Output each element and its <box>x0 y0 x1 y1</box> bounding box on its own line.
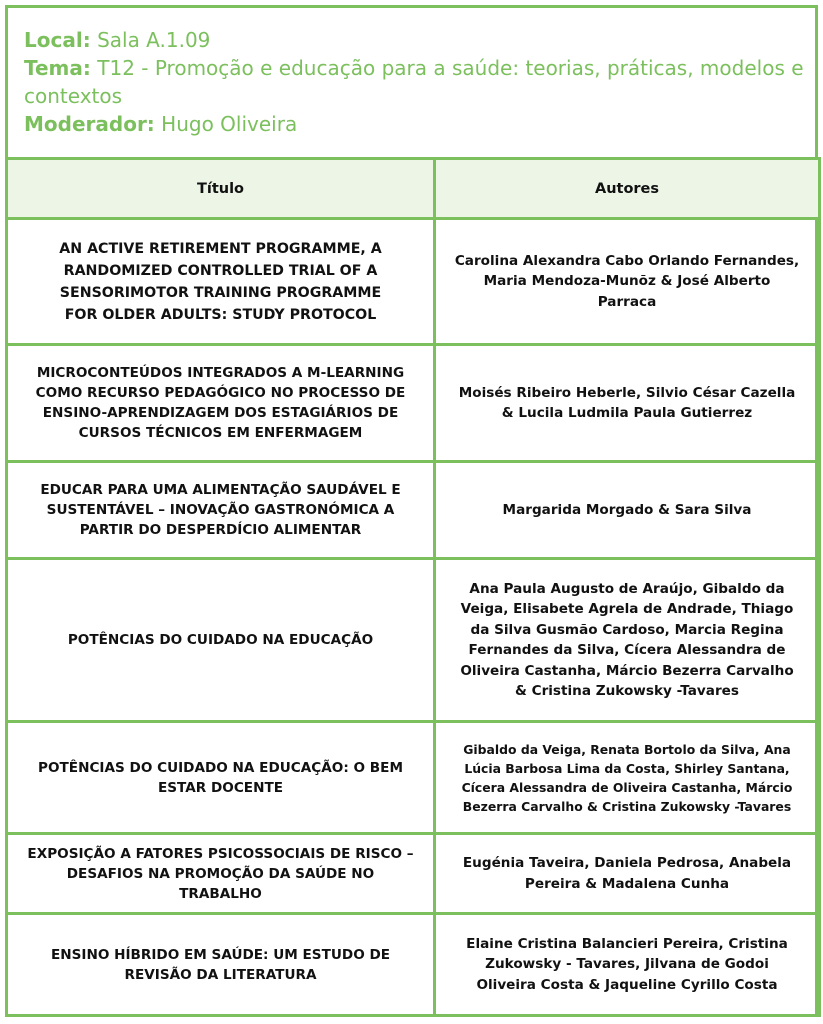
tema-value: T12 - Promoção e educação para a saúde: teorias, práticas, modelos e contextos <box>24 56 804 108</box>
paper-title: EXPOSIÇÃO A FATORES PSICOSSOCIAIS DE RISCO – DESAFIOS NA PROMOÇÃO DA SAÚDE NO TRABALHO <box>7 834 435 914</box>
paper-authors: Gibaldo da Veiga, Renata Bortolo da Silva, Ana Lúcia Barbosa Lima da Costa, Shirley Santana, Cícera Alessandra de Oliveira Castanha, Márcio Bezerra Carvalho & Cristina Zukowsky -Tavares <box>435 722 820 834</box>
tema-line <box>24 54 815 110</box>
column-header-titulo: Título <box>7 159 435 219</box>
paper-title: EDUCAR PARA UMA ALIMENTAÇÃO SAUDÁVEL E SUSTENTÁVEL – INOVAÇÃO GASTRONÓMICA A PARTIR DO DESPERDÍCIO ALIMENTAR <box>7 462 435 559</box>
local-line <box>24 26 815 54</box>
paper-authors: Margarida Morgado & Sara Silva <box>435 462 820 559</box>
moderador-line <box>24 110 815 138</box>
paper-authors: Eugénia Taveira, Daniela Pedrosa, Anabela Pereira & Madalena Cunha <box>435 834 820 914</box>
paper-title: POTÊNCIAS DO CUIDADO NA EDUCAÇÃO <box>7 559 435 722</box>
paper-title: AN ACTIVE RETIREMENT PROGRAMME, A RANDOMIZED CONTROLLED TRIAL OF A SENSORIMOTOR TRAINING PROGRAMME FOR OLDER ADULTS: STUDY PROTOCOL <box>7 219 435 345</box>
paper-title: ENSINO HÍBRIDO EM SAÚDE: UM ESTUDO DE REVISÃO DA LITERATURA <box>7 914 435 1016</box>
table-row <box>7 914 820 1016</box>
table-row <box>7 462 820 559</box>
local-label: Local: <box>24 28 91 52</box>
paper-authors: Moisés Ribeiro Heberle, Silvio César Cazella & Lucila Ludmila Paula Gutierrez <box>435 345 820 462</box>
session-header <box>8 8 815 158</box>
table-row <box>7 219 820 345</box>
table-row <box>7 345 820 462</box>
table-row <box>7 559 820 722</box>
table-row <box>7 722 820 834</box>
moderador-label: Moderador: <box>24 112 155 136</box>
papers-table <box>5 157 821 1017</box>
column-header-autores: Autores <box>435 159 820 219</box>
paper-authors: Carolina Alexandra Cabo Orlando Fernandes, Maria Mendoza-Munõz & José Alberto Parraca <box>435 219 820 345</box>
paper-title: MICROCONTEÚDOS INTEGRADOS A M-LEARNING COMO RECURSO PEDAGÓGICO NO PROCESSO DE ENSINO-APRENDIZAGEM DOS ESTAGIÁRIOS DE CURSOS TÉCNICOS EM ENFERMAGEM <box>7 345 435 462</box>
tema-label: Tema: <box>24 56 91 80</box>
paper-authors: Elaine Cristina Balancieri Pereira, Cristina Zukowsky - Tavares, Jilvana de Godoi Oliveira Costa & Jaqueline Cyrillo Costa <box>435 914 820 1016</box>
paper-authors: Ana Paula Augusto de Araújo, Gibaldo da Veiga, Elisabete Agrela de Andrade, Thiago da Silva Gusmão Cardoso, Marcia Regina Fernandes da Silva, Cícera Alessandra de Oliveira Castanha, Márcio Bezerra Carvalho & Cristina Zukowsky -Tavares <box>435 559 820 722</box>
local-value: Sala A.1.09 <box>97 28 211 52</box>
table-header-row <box>7 159 820 219</box>
moderador-value: Hugo Oliveira <box>161 112 298 136</box>
paper-title: POTÊNCIAS DO CUIDADO NA EDUCAÇÃO: O BEM ESTAR DOCENTE <box>7 722 435 834</box>
table-row <box>7 834 820 914</box>
